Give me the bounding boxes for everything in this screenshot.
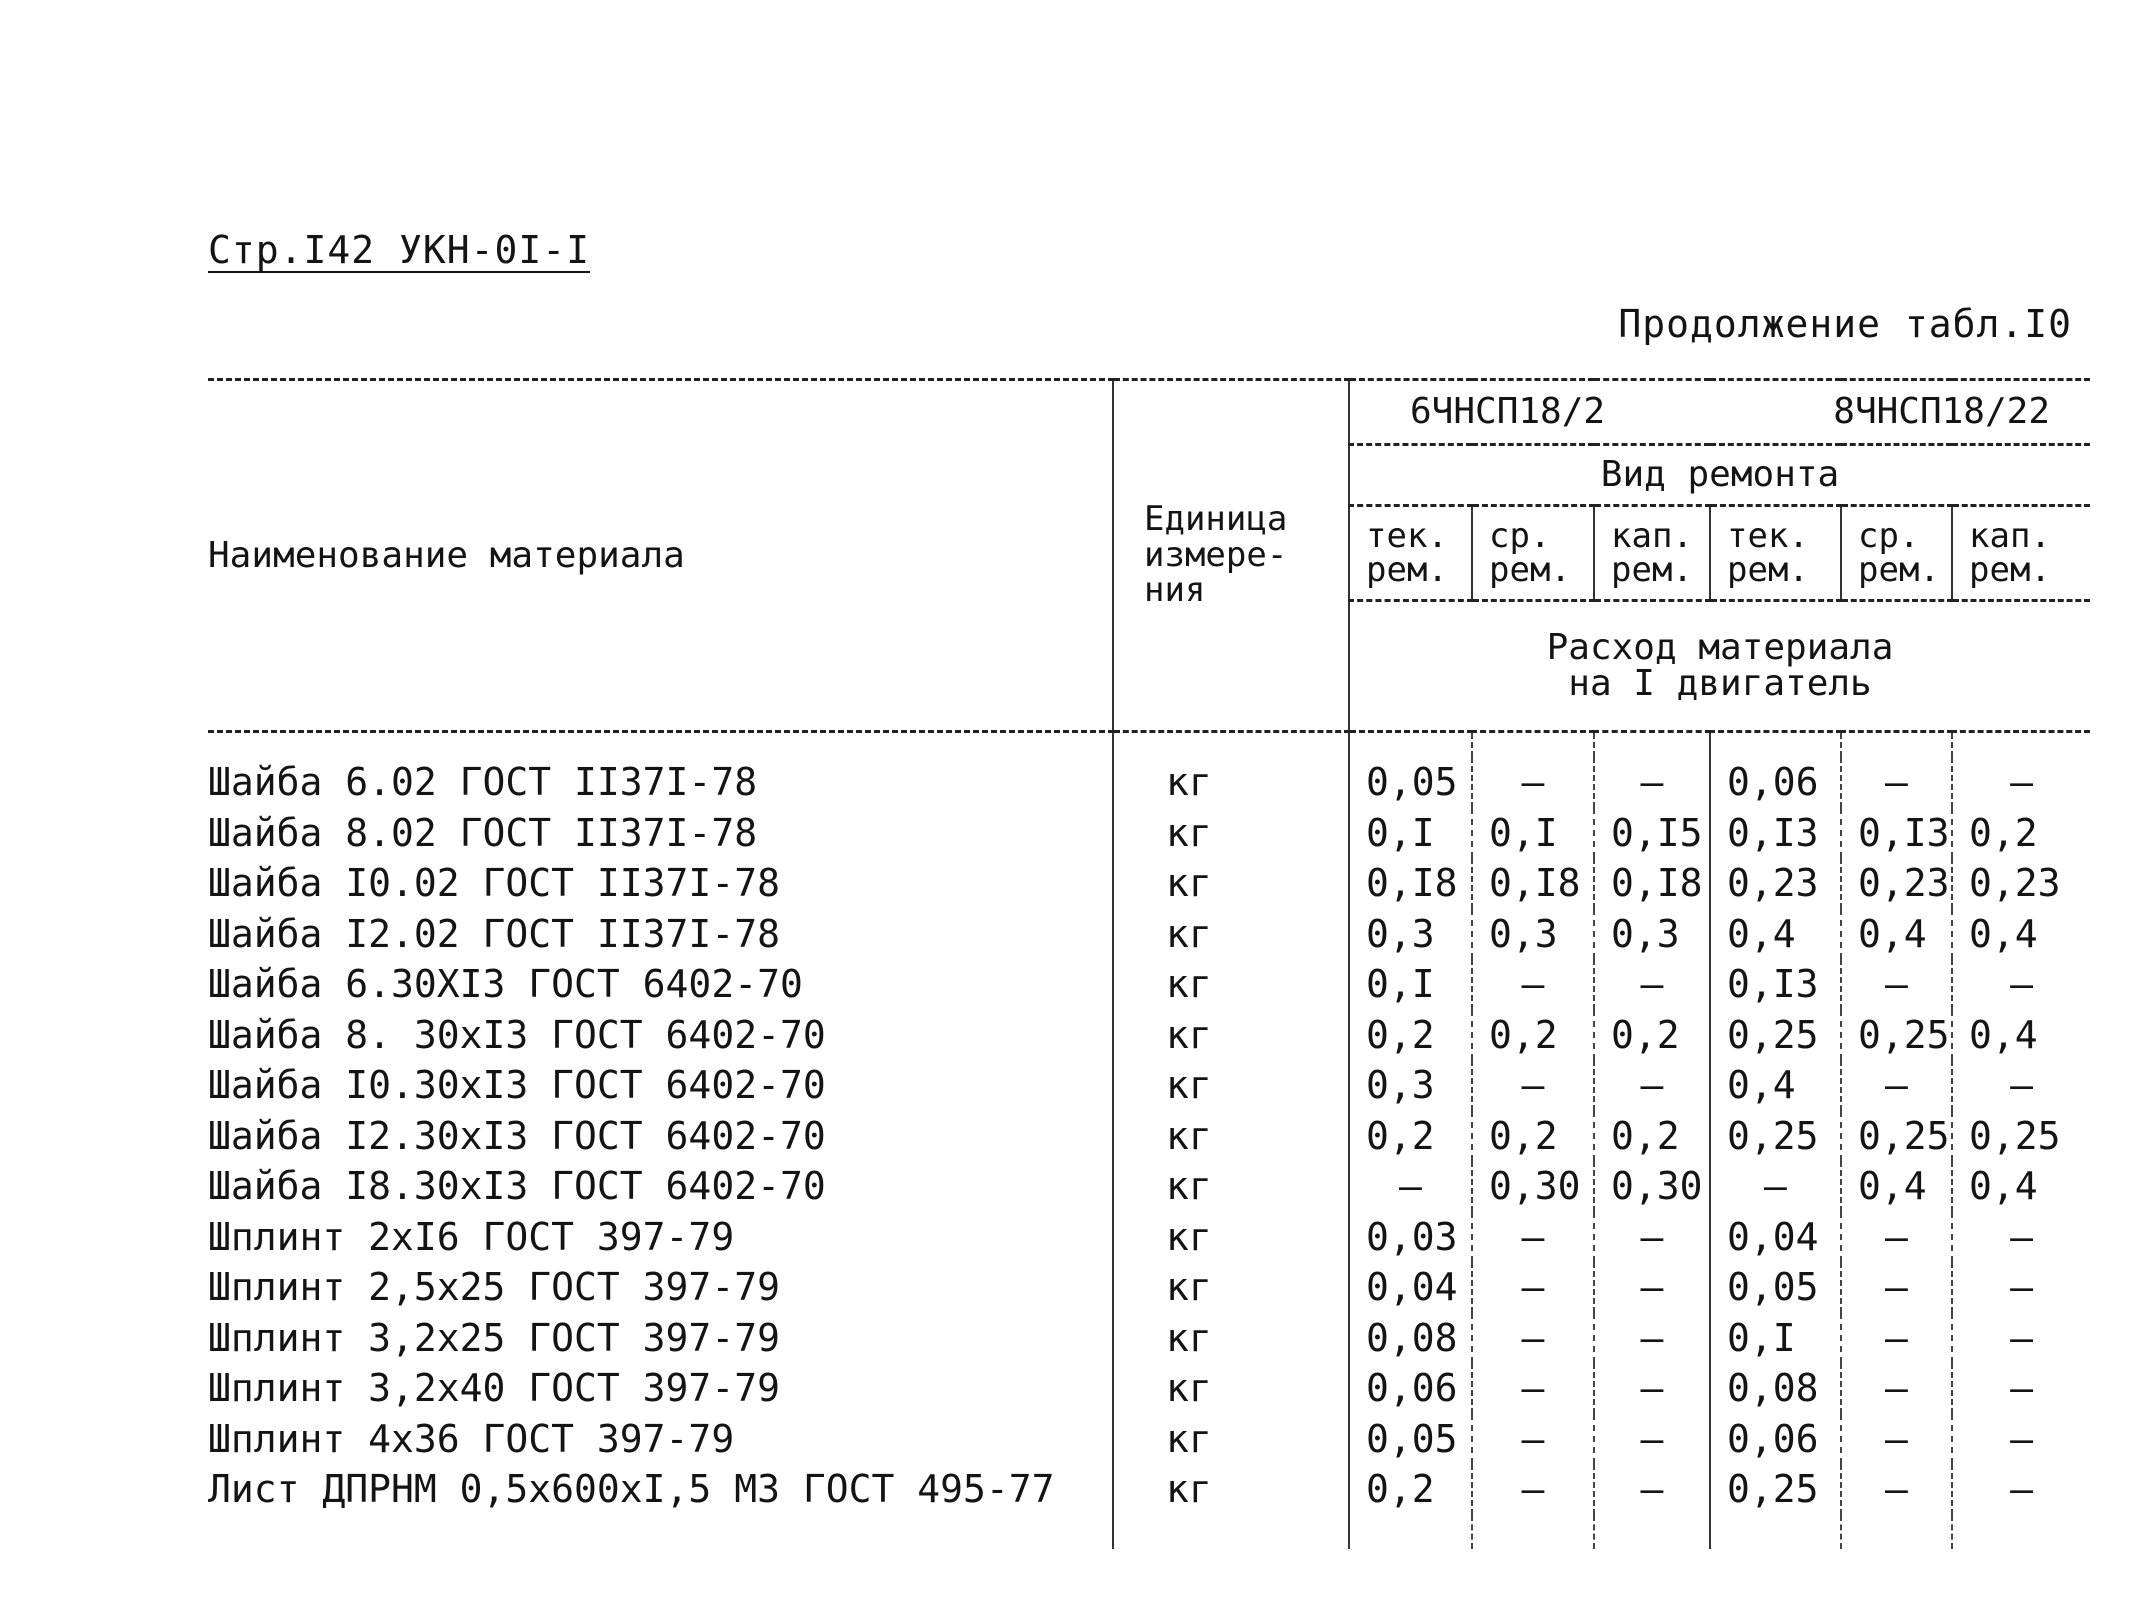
materials-table-wrap [208,378,2090,1549]
table-tail-row [208,1515,2090,1549]
consumption-value-cell: 0,I [1349,959,1472,1010]
repair-type-header: ср. рем. [1472,506,1594,601]
consumption-value-cell: 0,03 [1349,1212,1472,1263]
consumption-value-cell: – [1952,1414,2090,1465]
consumption-value-cell: 0,4 [1952,1010,2090,1061]
consumption-value-cell: 0,I3 [1710,959,1841,1010]
consumption-value-cell: – [1472,1464,1594,1515]
consumption-value-cell: – [1472,1414,1594,1465]
consumption-value-cell: 0,I3 [1710,808,1841,859]
consumption-value-cell: 0,3 [1349,909,1472,960]
consumption-value-cell: 0,2 [1594,1111,1710,1162]
material-name-cell: Шайба 6.02 ГОСТ II37I-78 [208,760,758,805]
table-row [208,959,2090,1010]
consumption-value-cell: 0,2 [1349,1464,1472,1515]
consumption-value-cell: 0,4 [1841,909,1952,960]
consumption-value-cell: – [1472,1262,1594,1313]
consumption-value-cell: 0,4 [1710,1060,1841,1111]
consumption-value-cell: – [1841,1212,1952,1263]
materials-table [208,378,2090,1549]
usage-header-text: Расход материала на I двигатель [1546,627,1894,704]
material-name-cell: Шайба 8.02 ГОСТ II37I-78 [208,810,758,855]
unit-cell: кг [1113,1212,1349,1263]
table-row [208,858,2090,909]
consumption-value-cell: 0,08 [1710,1363,1841,1414]
consumption-value-cell: – [1594,959,1710,1010]
consumption-value-cell: 0,04 [1710,1212,1841,1263]
consumption-value-cell: 0,25 [1841,1111,1952,1162]
table-row [208,1212,2090,1263]
unit-cell: кг [1113,959,1349,1010]
consumption-value-cell: – [1472,1313,1594,1364]
consumption-value-cell: – [1710,1161,1841,1212]
consumption-value-cell: 0,2 [1952,808,2090,859]
consumption-value-cell: 0,4 [1952,909,2090,960]
consumption-value-cell: – [1594,1414,1710,1465]
consumption-value-cell: – [1472,1363,1594,1414]
unit-cell: кг [1113,909,1349,960]
consumption-value-cell: 0,3 [1472,909,1594,960]
consumption-value-cell: 0,2 [1472,1111,1594,1162]
consumption-value-cell: – [1594,1212,1710,1263]
consumption-value-cell: 0,06 [1710,1414,1841,1465]
consumption-value-cell: – [1594,1464,1710,1515]
repair-type-header: кап. рем. [1594,506,1710,601]
repair-type-header: тек. рем. [1349,506,1472,601]
page-header: Стр.I42 УКН-0I-I [208,228,591,272]
unit-cell: кг [1113,1161,1349,1212]
consumption-value-cell: 0,I8 [1349,858,1472,909]
consumption-value-cell: – [1594,1313,1710,1364]
unit-cell: кг [1113,1111,1349,1162]
table-row [208,1010,2090,1061]
unit-cell: кг [1113,1262,1349,1313]
consumption-value-cell: 0,2 [1349,1010,1472,1061]
consumption-value-cell: 0,4 [1710,909,1841,960]
consumption-value-cell: – [1841,959,1952,1010]
consumption-value-cell: – [1841,757,1952,808]
consumption-value-cell: 0,23 [1710,858,1841,909]
consumption-value-cell: 0,05 [1349,1414,1472,1465]
consumption-value-cell: – [1594,1262,1710,1313]
consumption-value-cell: 0,I5 [1594,808,1710,859]
consumption-value-cell: – [1952,1464,2090,1515]
unit-cell: кг [1113,808,1349,859]
engine-header-8chnsp: 8ЧНСП18/22 [1710,380,2090,445]
consumption-value-cell: 0,4 [1841,1161,1952,1212]
table-row [208,808,2090,859]
consumption-value-cell: 0,25 [1841,1010,1952,1061]
repair-type-header: тек. рем. [1710,506,1841,601]
consumption-value-cell: – [1349,1161,1472,1212]
unit-cell: кг [1113,1313,1349,1364]
consumption-value-cell: – [1841,1060,1952,1111]
engine-header-6chnsp: 6ЧНСП18/2 [1349,380,1710,445]
consumption-value-cell: – [1841,1464,1952,1515]
consumption-value-cell: 0,25 [1710,1111,1841,1162]
material-name-cell: Шплинт 2,5х25 ГОСТ 397-79 [208,1265,780,1310]
material-name-cell: Шайба I0.02 ГОСТ II37I-78 [208,861,780,906]
material-name-cell: Шайба I0.30хI3 ГОСТ 6402-70 [208,1063,826,1108]
table-row [208,757,2090,808]
consumption-value-cell: 0,30 [1594,1161,1710,1212]
material-name-cell: Шплинт 3,2х25 ГОСТ 397-79 [208,1315,780,1360]
repair-kind-header: Вид ремонта [1349,445,2090,506]
material-name-cell: Шайба I2.02 ГОСТ II37I-78 [208,911,780,956]
consumption-value-cell: 0,23 [1952,858,2090,909]
table-row [208,1161,2090,1212]
material-name-cell: Шайба 8. 30хI3 ГОСТ 6402-70 [208,1012,826,1057]
unit-cell: кг [1113,1414,1349,1465]
consumption-value-cell: 0,3 [1349,1060,1472,1111]
table-row [208,1313,2090,1364]
consumption-value-cell: – [1841,1414,1952,1465]
consumption-value-cell: – [1952,1060,2090,1111]
consumption-value-cell: – [1594,1060,1710,1111]
consumption-value-cell: 0,I [1349,808,1472,859]
consumption-value-cell: – [1594,757,1710,808]
consumption-value-cell: 0,04 [1349,1262,1472,1313]
consumption-value-cell: 0,I [1710,1313,1841,1364]
consumption-value-cell: 0,06 [1349,1363,1472,1414]
consumption-value-cell: – [1472,959,1594,1010]
consumption-value-cell: 0,23 [1841,858,1952,909]
consumption-value-cell: 0,05 [1349,757,1472,808]
consumption-value-cell: 0,4 [1952,1161,2090,1212]
material-name-cell: Шплинт 3,2х40 ГОСТ 397-79 [208,1366,780,1411]
material-name-cell: Шплинт 2хI6 ГОСТ 397-79 [208,1214,735,1259]
material-name-cell: Шайба I2.30хI3 ГОСТ 6402-70 [208,1113,826,1158]
table-row [208,1464,2090,1515]
consumption-value-cell: 0,06 [1710,757,1841,808]
consumption-value-cell: 0,30 [1472,1161,1594,1212]
consumption-value-cell: 0,I8 [1472,858,1594,909]
consumption-value-cell: – [1472,757,1594,808]
unit-cell: кг [1113,858,1349,909]
consumption-value-cell: – [1841,1363,1952,1414]
table-row [208,1262,2090,1313]
table-row [208,1414,2090,1465]
consumption-value-cell: 0,25 [1710,1010,1841,1061]
material-name-cell: Шайба 6.30ХI3 ГОСТ 6402-70 [208,962,803,1007]
consumption-value-cell: – [1952,1313,2090,1364]
repair-type-header: кап. рем. [1952,506,2090,601]
consumption-value-cell: – [1952,1363,2090,1414]
consumption-value-cell: 0,I [1472,808,1594,859]
consumption-value-cell: – [1841,1262,1952,1313]
consumption-value-cell: – [1841,1313,1952,1364]
column-header-unit [1113,380,1349,732]
consumption-value-cell: – [1594,1363,1710,1414]
table-row [208,909,2090,960]
consumption-value-cell: – [1952,1262,2090,1313]
consumption-value-cell: 0,I3 [1841,808,1952,859]
consumption-value-cell: 0,2 [1472,1010,1594,1061]
consumption-value-cell: – [1472,1212,1594,1263]
material-name-cell: Шайба I8.30хI3 ГОСТ 6402-70 [208,1164,826,1209]
table-row [208,1060,2090,1111]
consumption-value-cell: 0,2 [1594,1010,1710,1061]
table-continuation-label: Продолжение табл.I0 [1618,302,2072,346]
consumption-value-cell: – [1952,1212,2090,1263]
consumption-value-cell: – [1952,959,2090,1010]
unit-cell: кг [1113,757,1349,808]
consumption-value-cell: 0,25 [1710,1464,1841,1515]
unit-cell: кг [1113,1363,1349,1414]
consumption-value-cell: – [1472,1060,1594,1111]
consumption-value-cell: 0,08 [1349,1313,1472,1364]
materials-table-body [208,757,2090,1515]
consumption-value-cell: 0,25 [1952,1111,2090,1162]
repair-type-header: ср. рем. [1841,506,1952,601]
header-spacer-row [208,732,2090,758]
unit-cell: кг [1113,1464,1349,1515]
consumption-value-cell: 0,3 [1594,909,1710,960]
usage-per-engine-header [1349,601,2090,732]
column-header-material-name: Наименование материала [208,380,1113,732]
unit-header-text: Единица измере- ния [1144,498,1288,611]
table-row [208,1363,2090,1414]
table-row [208,1111,2090,1162]
consumption-value-cell: 0,I8 [1594,858,1710,909]
material-name-cell: Лист ДПРНМ 0,5х600хI,5 М3 ГОСТ 495-77 [208,1467,1055,1512]
unit-cell: кг [1113,1010,1349,1061]
material-name-cell: Шплинт 4х36 ГОСТ 397-79 [208,1416,735,1461]
consumption-value-cell: 0,2 [1349,1111,1472,1162]
consumption-value-cell: – [1952,757,2090,808]
unit-cell: кг [1113,1060,1349,1111]
consumption-value-cell: 0,05 [1710,1262,1841,1313]
